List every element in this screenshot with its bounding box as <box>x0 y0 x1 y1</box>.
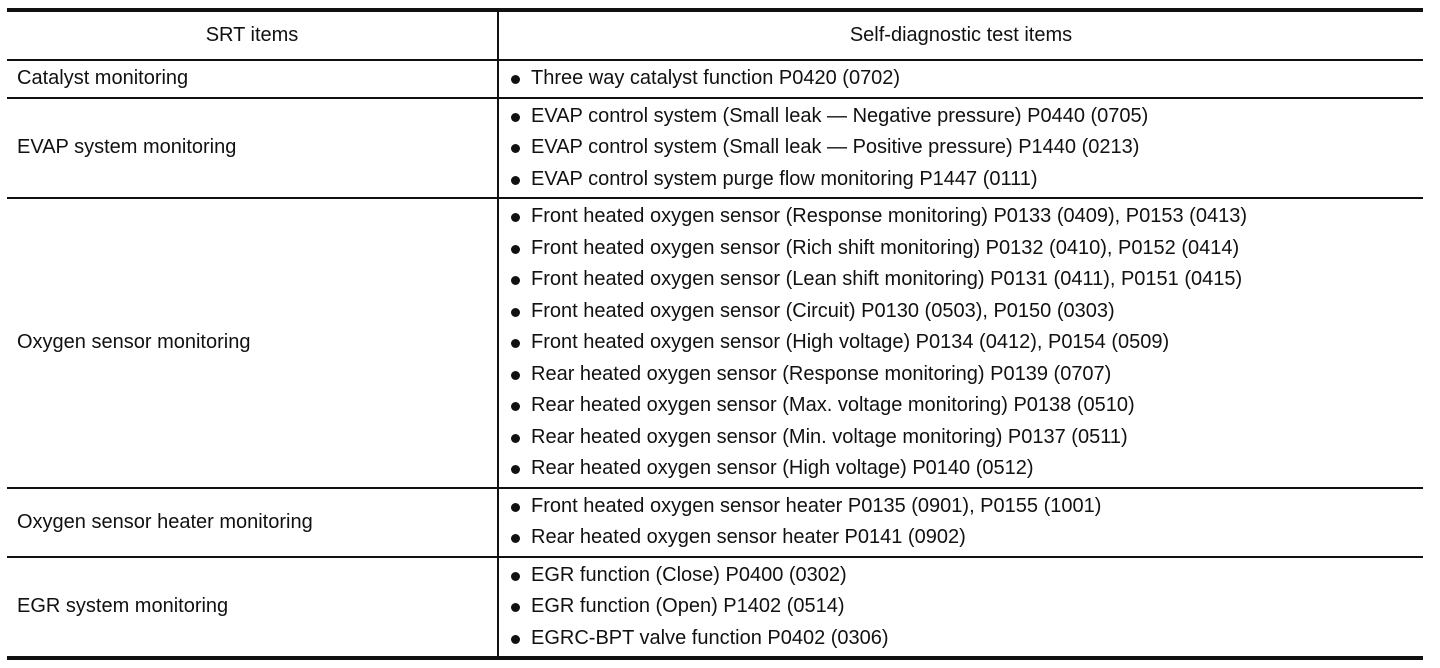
bullet-icon <box>511 371 520 380</box>
list-item <box>509 233 1423 265</box>
list-item <box>509 164 1423 196</box>
srt-item-cell: EGR system monitoring <box>7 557 498 659</box>
self-diagnostic-item-text: Rear heated oxygen sensor (Min. voltage monitoring) P0137 (0511) <box>531 425 1128 448</box>
table-header <box>7 10 1423 60</box>
srt-table-container <box>7 8 1423 660</box>
bullet-icon <box>511 75 520 84</box>
self-diagnostic-item-text: EGR function (Close) P0400 (0302) <box>531 563 847 586</box>
list-item <box>509 264 1423 296</box>
bullet-icon <box>511 434 520 443</box>
self-diagnostic-cell <box>498 60 1423 98</box>
table-row <box>7 198 1423 488</box>
column-header-srt-items: SRT items <box>7 10 498 60</box>
list-item <box>509 591 1423 623</box>
self-diagnostic-item-text: Front heated oxygen sensor (Circuit) P0130 (0503), P0150 (0303) <box>531 299 1115 322</box>
self-diagnostic-item-text: Rear heated oxygen sensor (Max. voltage monitoring) P0138 (0510) <box>531 394 1135 416</box>
list-item <box>509 560 1423 592</box>
list-item <box>509 453 1423 485</box>
self-diagnostic-cell <box>498 98 1423 199</box>
list-item <box>509 132 1423 164</box>
self-diagnostic-cell <box>498 488 1423 557</box>
column-header-self-diagnostic-items: Self-diagnostic test items <box>498 10 1423 60</box>
self-diagnostic-cell <box>498 198 1423 488</box>
bullet-icon <box>511 113 520 122</box>
self-diagnostic-item-text: EVAP control system (Small leak — Negative pressure) P0440 (0705) <box>531 104 1149 127</box>
self-diagnostic-item-text: Front heated oxygen sensor (Rich shift monitoring) P0132 (0410), P0152 (0414) <box>531 236 1240 259</box>
self-diagnostic-list <box>499 558 1423 657</box>
list-item <box>509 390 1423 422</box>
bullet-icon <box>511 308 520 317</box>
self-diagnostic-item-text: Rear heated oxygen sensor (Response monitoring) P0139 (0707) <box>531 362 1112 385</box>
bullet-icon <box>511 465 520 474</box>
self-diagnostic-list <box>499 489 1423 556</box>
self-diagnostic-item-text: Front heated oxygen sensor (High voltage) P0134 (0412), P0154 (0509) <box>531 331 1170 353</box>
header-row <box>7 10 1423 60</box>
srt-item-cell: Oxygen sensor heater monitoring <box>7 488 498 557</box>
bullet-icon <box>511 213 520 222</box>
bullet-icon <box>511 503 520 512</box>
self-diagnostic-item-text: EGR function (Open) P1402 (0514) <box>531 595 845 617</box>
self-diagnostic-item-text: EGRC-BPT valve function P0402 (0306) <box>531 626 889 649</box>
srt-table <box>7 8 1423 660</box>
srt-item-cell: EVAP system monitoring <box>7 98 498 199</box>
list-item <box>509 101 1423 133</box>
list-item <box>509 359 1423 391</box>
table-row <box>7 557 1423 659</box>
bullet-icon <box>511 176 520 185</box>
self-diagnostic-item-text: Front heated oxygen sensor heater P0135 (0901), P0155 (1001) <box>531 494 1102 517</box>
list-item <box>509 491 1423 523</box>
list-item <box>509 623 1423 655</box>
list-item <box>509 422 1423 454</box>
self-diagnostic-item-text: Rear heated oxygen sensor heater P0141 (0902) <box>531 526 966 548</box>
self-diagnostic-item-text: Rear heated oxygen sensor (High voltage) P0140 (0512) <box>531 457 1034 479</box>
bullet-icon <box>511 245 520 254</box>
list-item <box>509 296 1423 328</box>
bullet-icon <box>511 276 520 285</box>
list-item <box>509 201 1423 233</box>
bullet-icon <box>511 635 520 644</box>
list-item <box>509 63 1423 95</box>
self-diagnostic-list <box>499 199 1423 487</box>
bullet-icon <box>511 603 520 612</box>
bullet-icon <box>511 572 520 581</box>
self-diagnostic-item-text: Three way catalyst function P0420 (0702) <box>531 67 901 89</box>
self-diagnostic-cell <box>498 557 1423 659</box>
self-diagnostic-item-text: Front heated oxygen sensor (Response monitoring) P0133 (0409), P0153 (0413) <box>531 205 1247 227</box>
bullet-icon <box>511 144 520 153</box>
table-row <box>7 488 1423 557</box>
table-body <box>7 60 1423 658</box>
srt-item-cell: Catalyst monitoring <box>7 60 498 98</box>
table-row <box>7 98 1423 199</box>
list-item <box>509 522 1423 554</box>
self-diagnostic-item-text: EVAP control system (Small leak — Positive pressure) P1440 (0213) <box>531 136 1140 158</box>
bullet-icon <box>511 339 520 348</box>
self-diagnostic-list <box>499 99 1423 198</box>
self-diagnostic-item-text: EVAP control system purge flow monitoring P1447 (0111) <box>531 167 1038 190</box>
bullet-icon <box>511 534 520 543</box>
self-diagnostic-list <box>499 61 1423 97</box>
srt-item-cell: Oxygen sensor monitoring <box>7 198 498 488</box>
table-row <box>7 60 1423 98</box>
bullet-icon <box>511 402 520 411</box>
list-item <box>509 327 1423 359</box>
self-diagnostic-item-text: Front heated oxygen sensor (Lean shift monitoring) P0131 (0411), P0151 (0415) <box>531 268 1243 290</box>
